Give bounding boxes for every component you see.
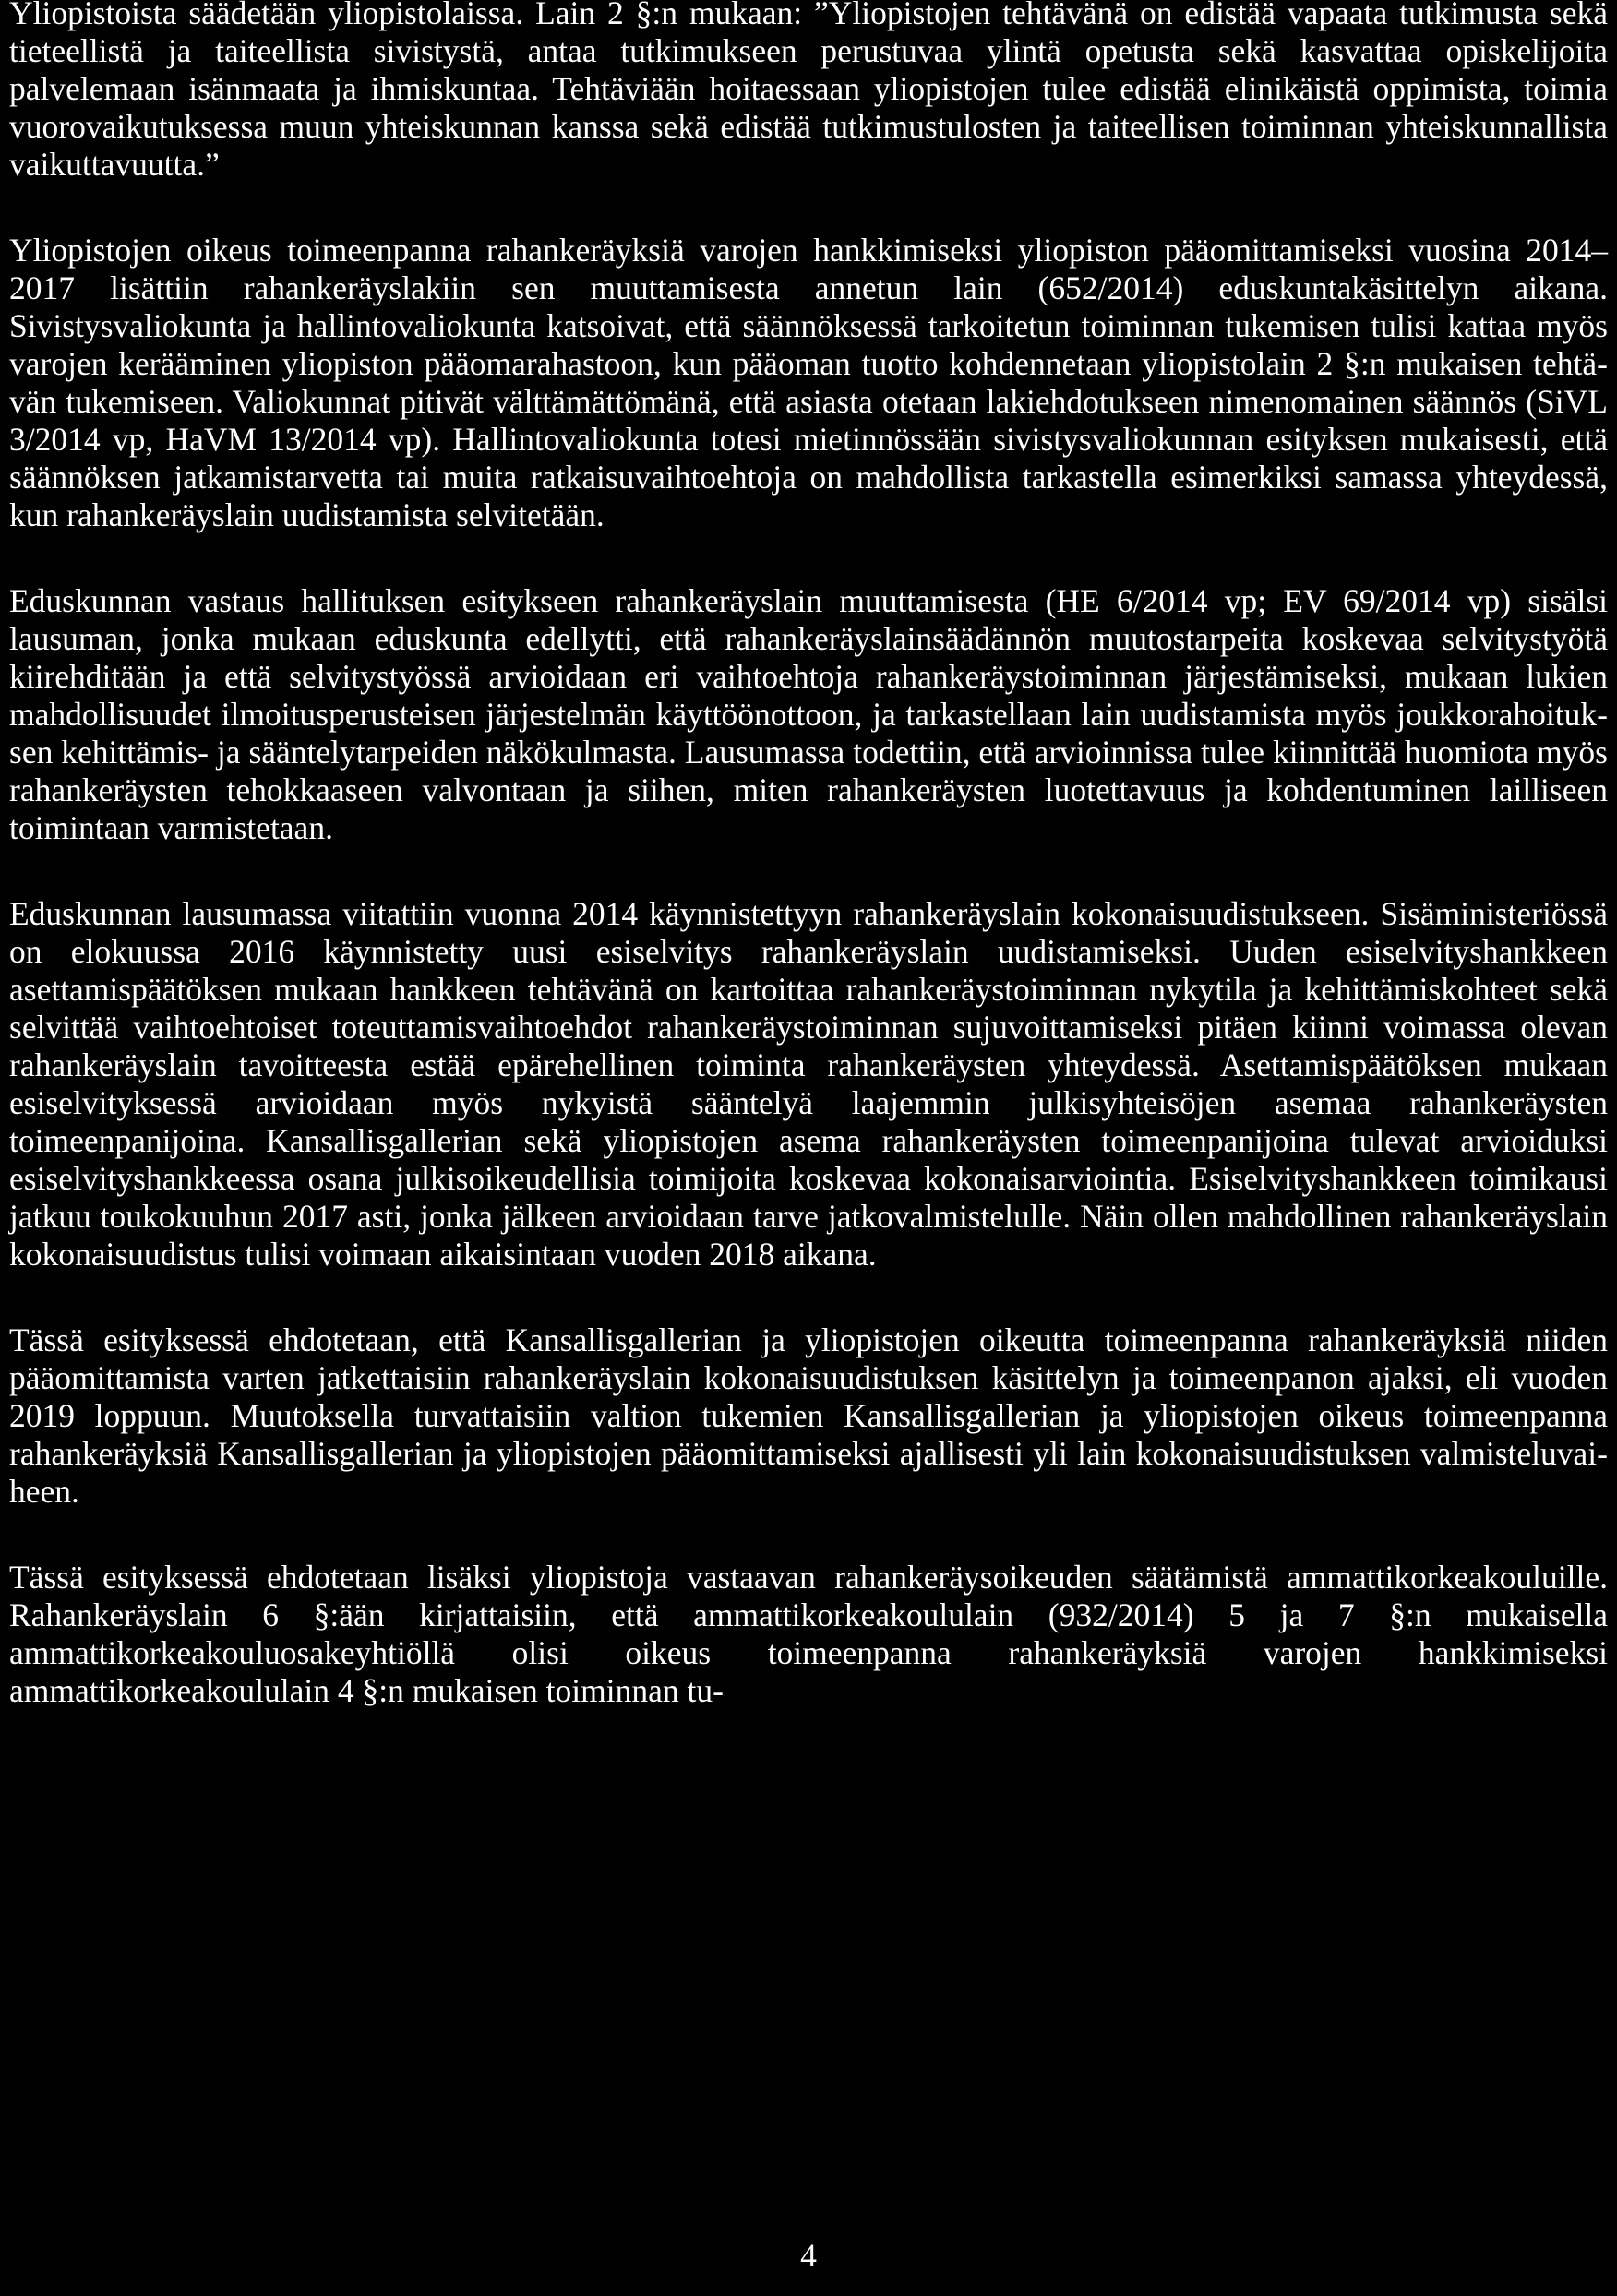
paragraph-6: Tässä esityksessä ehdotetaan lisäksi yliopistoja vastaavan rahankeräysoikeuden säätämistä ammattikorkeakouluille. Rahankeräyslain 6 §:ään kirjattaisiin, että ammattikorkeakoululain (932/2014) 5 ja 7 §:n mukaisella ammattikorkeakouluosakeyhtiöllä olisi oikeus toimeenpanna rahankeräyksiä varojen hankkimiseksi ammattikorkeakoululain 4 §:n mukaisen toiminnan tu-: [9, 1559, 1608, 1709]
paragraph-2: Yliopistojen oikeus toimeenpanna rahankeräyksiä varojen hankkimiseksi yliopiston pääomittamiseksi vuosina 2014–2017 lisättiin rahankeräyslakiin sen muuttamisesta annetun lain (652/2014) eduskuntakäsittelyn aikana. Sivistysvaliokunta ja hallintovaliokunta katsoivat, että säännöksessä tarkoitetun toiminnan tukemisen tulisi kattaa myös varojen kerääminen yliopiston pääomarahastoon, kun pääoman tuotto kohdennetaan yliopistolain 2 §:n mukaisen tehtävän tukemiseen. Valiokunnat pitivät välttämättömänä, että asiasta otetaan lakiehdotukseen nimenomainen säännös (SiVL 3/2014 vp, HaVM 13/2014 vp). Hallintovaliokunta totesi mietinnössään sivistysvaliokunnan esityksen mukaisesti, että säännöksen jatkamistarvetta tai muita ratkaisuvaihtoehtoja on mahdollista tarkastella esimerkiksi samassa yhteydessä, kun rahankeräyslain uudistamista selvitetään.: [9, 232, 1608, 533]
paragraph-5: Tässä esityksessä ehdotetaan, että Kansallisgallerian ja yliopistojen oikeutta toimeenpanna rahankeräyksiä niiden pääomittamista varten jatkettaisiin rahankeräyslain kokonaisuudistuksen käsittelyn ja toimeenpanon ajaksi, eli vuoden 2019 loppuun. Muutoksella turvattaisiin valtion tukemien Kansallisgallerian ja yliopistojen oikeus toimeenpanna rahankeräyksiä Kansallisgallerian ja yliopistojen pääomittamiseksi ajallisesti yli lain kokonaisuudistuksen valmisteluvaiheen.: [9, 1321, 1608, 1510]
paragraph-3: Eduskunnan vastaus hallituksen esitykseen rahankeräyslain muuttamisesta (HE 6/2014 vp; EV 69/2014 vp) sisälsi lausuman, jonka mukaan eduskunta edellytti, että rahankeräyslainsäädännön muutostarpeita koskevaa selvitystyötä kiirehditään ja että selvitystyössä arvioidaan eri vaihtoehtoja rahankeräystoiminnan järjestämiseksi, mukaan lukien mahdollisuudet ilmoitusperusteisen järjestelmän käyttöönottoon, ja tarkastellaan lain uudistamista myös joukkorahoituksen kehittämis- ja sääntelytarpeiden näkökulmasta. Lausumassa todettiin, että arvioinnissa tulee kiinnittää huomiota myös rahankeräysten tehokkaaseen valvontaan ja siihen, miten rahankeräysten luotettavuus ja kohdentuminen lailliseen toimintaan varmistetaan.: [9, 582, 1608, 846]
document-body: [9, 0, 1608, 1710]
page-number: 4: [800, 2237, 817, 2274]
paragraph-1: Yliopistoista säädetään yliopistolaissa. Lain 2 §:n mukaan: ”Yliopistojen tehtävänä on edistää vapaata tutkimusta sekä tieteellistä ja taiteellista sivistystä, antaa tutkimukseen perustuvaa ylintä opetusta sekä kasvattaa opiskelijoita palvelemaan isänmaata ja ihmiskuntaa. Tehtäviään hoitaessaan yliopistojen tulee edistää elinikäistä oppimista, toimia vuorovaikutuksessa muun yhteiskunnan kanssa sekä edistää tutkimustulosten ja taiteellisen toiminnan yhteiskunnallista vaikuttavuutta.”: [9, 0, 1608, 183]
paragraph-4: Eduskunnan lausumassa viitattiin vuonna 2014 käynnistettyyn rahankeräyslain kokonaisuudistukseen. Sisäministeriössä on elokuussa 2016 käynnistetty uusi esiselvitys rahankeräyslain uudistamiseksi. Uuden esiselvityshankkeen asettamispäätöksen mukaan hankkeen tehtävänä on kartoittaa rahankeräystoiminnan nykytila ja kehittämiskohteet sekä selvittää vaihtoehtoiset toteuttamisvaihtoehdot rahankeräystoiminnan sujuvoittamiseksi pitäen kiinni voimassa olevan rahankeräyslain tavoitteesta estää epärehellinen toiminta rahankeräysten yhteydessä. Asettamispäätöksen mukaan esiselvityksessä arvioidaan myös nykyistä sääntelyä laajemmin julkisyhteisöjen asemaa rahankeräysten toimeenpanijoina. Kansallisgallerian sekä yliopistojen asema rahankeräysten toimeenpanijoina tulevat arvioiduksi esiselvityshankkeessa osana julkisoikeudellisia toimijoita koskevaa kokonaisarviointia. Esiselvityshankkeen toimikausi jatkuu toukokuuhun 2017 asti, jonka jälkeen arvioidaan tarve jatkovalmistelulle. Näin ollen mahdollinen rahankeräyslain kokonaisuudistus tulisi voimaan aikaisintaan vuoden 2018 aikana.: [9, 895, 1608, 1273]
